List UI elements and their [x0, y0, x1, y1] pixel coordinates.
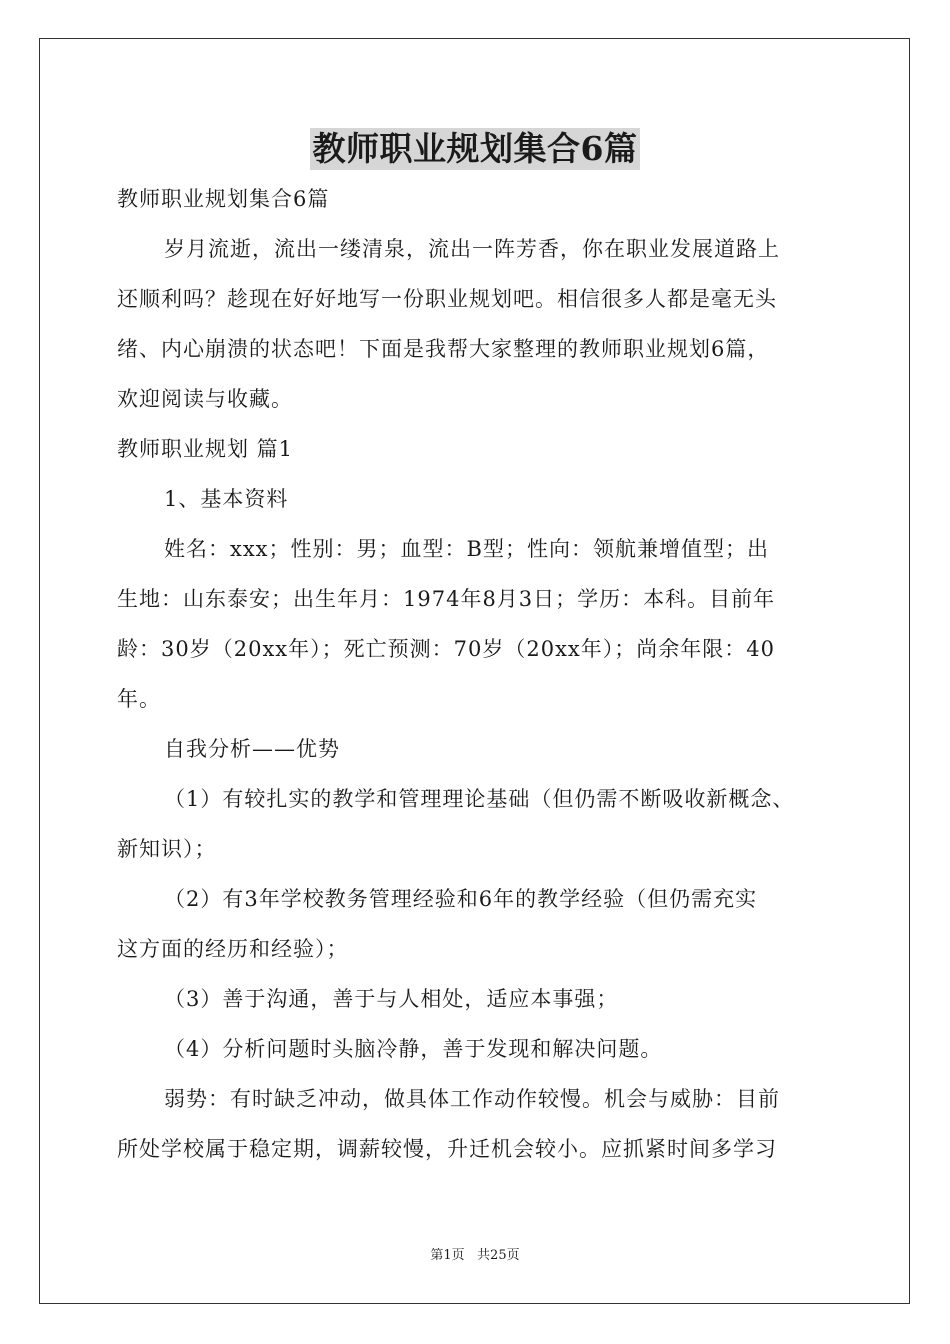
page-footer: 第1页 共25页	[430, 1248, 520, 1263]
paragraph-line: （3）善于沟通，善于与人相处，适应本事强；	[164, 987, 619, 1011]
paragraph-line: 龄：30岁（20xx年）；死亡预测：70岁（20xx年）；尚余年限：40	[117, 637, 775, 661]
paragraph-line: 欢迎阅读与收藏。	[117, 387, 293, 411]
section-heading: 教师职业规划 篇1	[117, 437, 294, 461]
paragraph-line: 姓名：xxx；性别：男；血型：B型；性向：领航兼增值型；出	[164, 537, 769, 561]
paragraph-line: （4）分析问题时头脑冷静，善于发现和解决问题。	[164, 1037, 663, 1061]
title-container	[0, 128, 950, 170]
paragraph-line: 年。	[117, 687, 161, 711]
page-border	[39, 38, 910, 1304]
paragraph-line: 1、基本资料	[164, 487, 289, 511]
subtitle-line: 教师职业规划集合6篇	[117, 187, 330, 211]
paragraph-line: 自我分析——优势	[164, 737, 340, 761]
paragraph-line: 岁月流逝，流出一缕清泉，流出一阵芳香，你在职业发展道路上	[164, 237, 780, 261]
document-title: 教师职业规划集合6篇	[310, 128, 641, 170]
paragraph-line: 所处学校属于稳定期，调薪较慢，升迁机会较小。应抓紧时间多学习	[117, 1137, 777, 1161]
paragraph-line: 弱势：有时缺乏冲动，做具体工作动作较慢。机会与威胁：目前	[164, 1087, 780, 1111]
paragraph-line: 新知识）；	[117, 837, 217, 861]
paragraph-line: 绪、内心崩溃的状态吧！下面是我帮大家整理的教师职业规划6篇，	[117, 337, 770, 361]
paragraph-line: 还顺利吗？趁现在好好地写一份职业规划吧。相信很多人都是毫无头	[117, 287, 777, 311]
paragraph-line: 这方面的经历和经验）；	[117, 937, 349, 961]
paragraph-line: 生地：山东泰安；出生年月：1974年8月3日；学历：本科。目前年	[117, 587, 776, 611]
paragraph-line: （1）有较扎实的教学和管理理论基础（但仍需不断吸收新概念、	[164, 787, 795, 811]
paragraph-line: （2）有3年学校教务管理经验和6年的教学经验（但仍需充实	[164, 887, 758, 911]
